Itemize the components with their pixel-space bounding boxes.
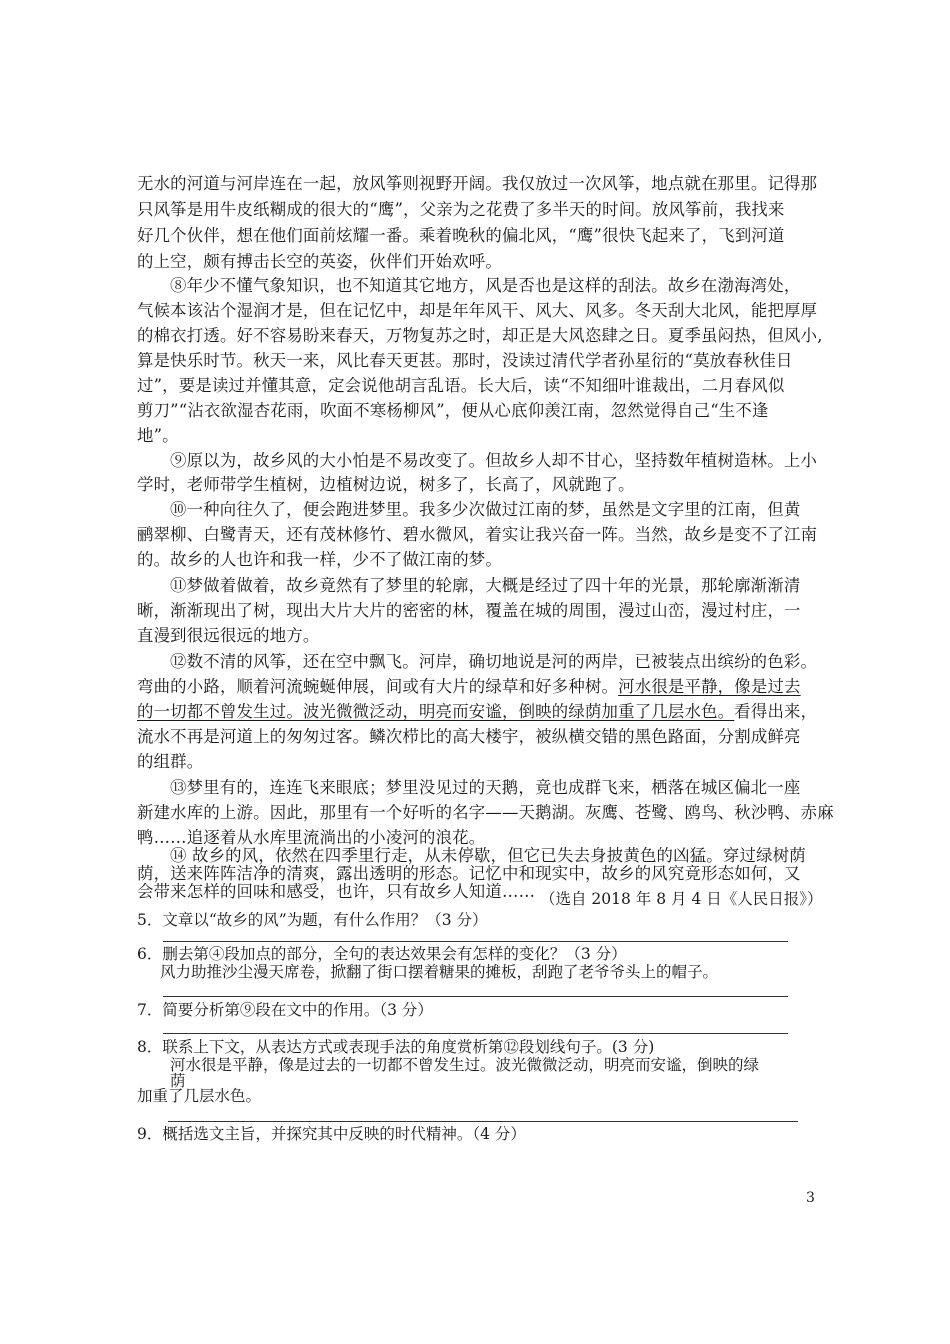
- text-line: 的上空，颇有搏击长空的英姿，伙伴们开始欢呼。: [137, 252, 502, 271]
- question-6-sentence: 风力助推沙尘漫天席卷，掀翻了街口摆着糖果的摊板，刮跑了老爷爷头上的帽子。: [160, 963, 719, 981]
- text-line: 剪刀”“沾衣欲湿杏花雨，吹面不寒杨柳风”，便从心底仰羡江南，忽然觉得自己“生不逢: [137, 401, 769, 420]
- plain-text: 弯曲的小路，顺着河流蜿蜒伸展，间或有大片的绿草和好多种树。: [137, 677, 619, 696]
- text-line: 鸭……追逐着从水库里流淌出的小凌河的浪花。: [137, 828, 486, 847]
- text-line: 流水不再是河道上的匆匆过客。鳞次栉比的高大楼宇，被纵横交错的黑色路面，分割成鲜亮: [137, 727, 801, 746]
- text-line: 直漫到很远很远的地方。: [137, 626, 320, 645]
- article-source: （选自 2018 年 8 月 4 日《人民日报》）: [540, 890, 823, 908]
- paragraph-8-line: ⑧年少不懂气象知识，也不知道其它地方，风是否也是这样的刮法。故乡在渤海湾处，: [170, 276, 801, 295]
- text-line: [137, 675, 801, 699]
- question-8-sentence: 荫: [170, 1072, 186, 1090]
- text-line: 荫，送来阵阵洁净的清爽，露出透明的形态。记忆中和现实中，故乡的风究竟形态如何，又: [137, 864, 801, 883]
- text-line: 的棉衣打透。好不容易盼来春天，万物复苏之时，却正是大风恣肆之日。夏季虽闷热，但风小,: [137, 326, 823, 345]
- paragraph-9-line: ⑨原以为，故乡风的大小怕是不易改变了。但故乡人却不甘心，坚持数年植树造林。上小: [170, 451, 818, 470]
- text-line: 无水的河道与河岸连在一起，放风筝则视野开阔。我仅放过一次风筝，地点就在那里。记得那: [137, 174, 818, 193]
- paragraph-12-line: ⑫数不清的风筝，还在空中飘飞。河岸，确切地说是河的两岸，已被装点出缤纷的色彩。: [170, 652, 818, 671]
- answer-line: [168, 1121, 798, 1122]
- text-line: 鹂翠柳、白鹭青天，还有茂林修竹、碧水微风，着实让我兴奋一阵。当然，故乡是变不了江南: [137, 525, 818, 544]
- question-9: 9．概括选文主旨，并探究其中反映的时代精神。（4 分）: [137, 1125, 526, 1143]
- text-line: 只风筝是用牛皮纸糊成的很大的“鹰”，父亲为之花费了多半天的时间。放风筝前，我找来: [137, 200, 785, 219]
- paragraph-10-line: ⑩一种向往久了，便会跑进梦里。我多少次做过江南的梦，虽然是文字里的江南，但黄: [170, 500, 801, 519]
- text-line: 过”，要是读过并懂其意，定会说他胡言乱语。长大后，读“不知细叶谁裁出，二月春风似: [137, 376, 785, 395]
- question-5: 5．文章以“故乡的风”为题，有什么作用？（3 分）: [137, 911, 488, 929]
- plain-text: 看得出来，: [734, 702, 818, 721]
- question-8-sentence: 加重了几层水色。: [137, 1087, 262, 1105]
- question-8: 8．联系上下文，从表达方式或表现手法的角度赏析第⑫段划线句子。(3 分): [137, 1038, 655, 1056]
- text-line: 算是快乐时节。秋天一来，风比春天更甚。那时，没读过清代学者孙星衍的“莫放春秋佳日: [137, 351, 793, 370]
- text-line: 好几个伙伴，想在他们面前炫耀一番。乘着晚秋的偏北风，“鹰”很快飞起来了，飞到河道: [137, 226, 785, 245]
- text-line: 会带来怎样的回味和感受，也许，只有故乡人知道……: [137, 882, 536, 901]
- text-line: 学时，老师带学生植树，边植树边说，树多了，长高了，风就跑了。: [137, 475, 635, 494]
- question-6: 6．删去第④段加点的部分，全句的表达效果会有怎样的变化？（3 分）: [137, 945, 627, 963]
- answer-line: [163, 996, 788, 997]
- text-line: 气候本该沾个湿润才是，但在记忆中，却是年年风干、风大、风多。冬天刮大北风，能把厚厚: [137, 301, 818, 320]
- text-line: 的。故乡的人也许和我一样，少不了做江南的梦。: [137, 550, 502, 569]
- text-line: 晰，渐渐现出了树，现出大片大片的密密的林，覆盖在城的周围，漫过山峦，漫过村庄，一: [137, 601, 801, 620]
- page-number: 3: [806, 1190, 815, 1206]
- underlined-sentence: 的一切都不曾发生过。波光微微泛动，明亮而安谧，倒映的绿荫加重了几层水色。: [137, 702, 735, 721]
- text-line: 新建水库的上游。因此，那里有一个好听的名字——天鹅湖。灰鹰、苍鹭、鸥鸟、秋沙鸭、赤麻: [137, 803, 834, 822]
- answer-line: [163, 941, 788, 942]
- paragraph-11-line: ⑪梦做着做着，故乡竟然有了梦里的轮廓，大概是经过了四十年的光景，那轮廓渐渐清: [170, 576, 801, 595]
- paragraph-14-line: ⑭ 故乡的风，依然在四季里行走，从未停歇，但它已失去身披黄色的凶猛。穿过绿树荫: [170, 846, 806, 865]
- underlined-sentence: 河水很是平静，像是过去: [618, 677, 801, 696]
- question-8-sentence: 河水很是平静，像是过去的一切都不曾发生过。波光微微泛动，明亮而安谧，倒映的绿: [170, 1056, 760, 1074]
- text-line: 地”。: [137, 426, 179, 445]
- text-line: [137, 700, 817, 724]
- question-7: 7．简要分析第⑨段在文中的作用。（3 分）: [137, 1001, 433, 1019]
- paragraph-13-line: ⑬梦里有的，连连飞来眼底；梦里没见过的天鹅，竟也成群飞来，栖落在城区偏北一座: [170, 778, 801, 797]
- text-line: 的组群。: [137, 752, 204, 771]
- answer-line: [163, 1033, 788, 1034]
